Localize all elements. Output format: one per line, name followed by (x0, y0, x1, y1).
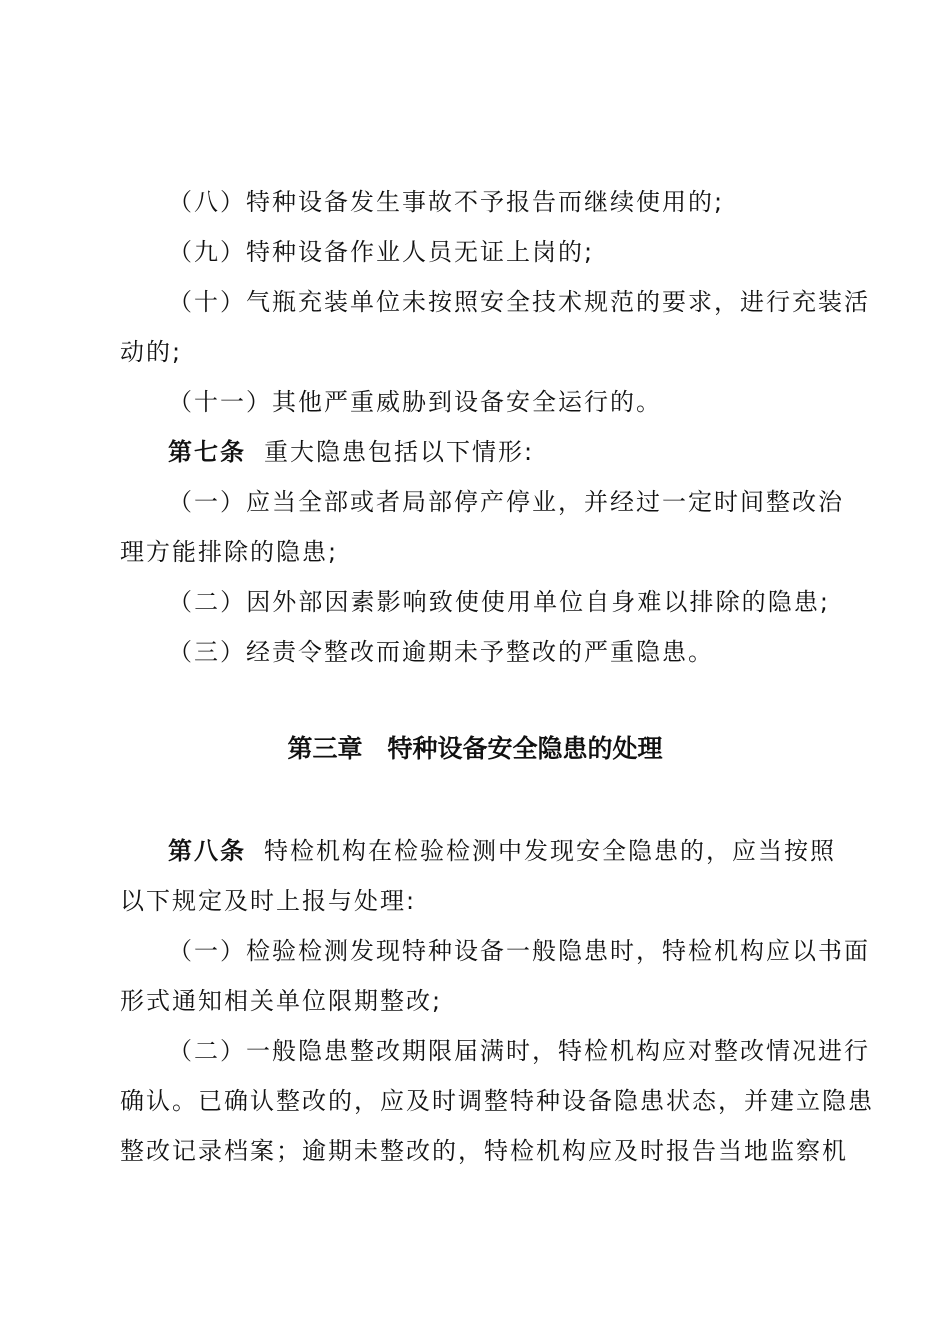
article-7-paragraph (168, 436, 830, 468)
article-8-item-one-line1: （一）检验检测发现特种设备一般隐患时，特检机构应以书面 (168, 937, 870, 965)
item-ten-line1: （十）气瓶充装单位未按照安全技术规范的要求，进行充装活 (168, 288, 870, 316)
article-8-item-two-line2: 确认。已确认整改的，应及时调整特种设备隐患状态，并建立隐患 (120, 1087, 874, 1115)
article-7-heading: 第七条 (168, 438, 246, 466)
article-7-item-one-line2: 理方能排除的隐患; (120, 538, 339, 566)
article-7-item-one-line1: （一）应当全部或者局部停产停业，并经过一定时间整改治 (168, 488, 844, 516)
item-ten-line2: 动的; (120, 338, 183, 366)
article-7-text: 重大隐患包括以下情形: (264, 438, 535, 466)
article-8-paragraph-line1 (168, 835, 836, 867)
article-8-heading: 第八条 (168, 837, 246, 865)
item-eleven: （十一）其他严重威胁到设备安全运行的。 (168, 388, 662, 416)
article-8-item-two-line1: （二）一般隐患整改期限届满时，特检机构应对整改情况进行 (168, 1037, 870, 1065)
chapter-3-title: 第三章 特种设备安全隐患的处理 (287, 734, 663, 763)
article-8-text-line2: 以下规定及时上报与处理: (120, 887, 417, 915)
article-8-item-one-line2: 形式通知相关单位限期整改; (120, 987, 443, 1015)
article-7-item-three: （三）经责令整改而逾期未予整改的严重隐患。 (168, 638, 714, 666)
item-nine: （九）特种设备作业人员无证上岗的; (168, 238, 595, 266)
article-8-text-line1: 特检机构在检验检测中发现安全隐患的，应当按照 (264, 837, 836, 865)
article-7-item-two: （二）因外部因素影响致使使用单位自身难以排除的隐患; (168, 588, 830, 616)
article-8-item-two-line3: 整改记录档案；逾期未整改的，特检机构应及时报告当地监察机 (120, 1137, 848, 1165)
item-eight: （八）特种设备发生事故不予报告而继续使用的; (168, 188, 725, 216)
